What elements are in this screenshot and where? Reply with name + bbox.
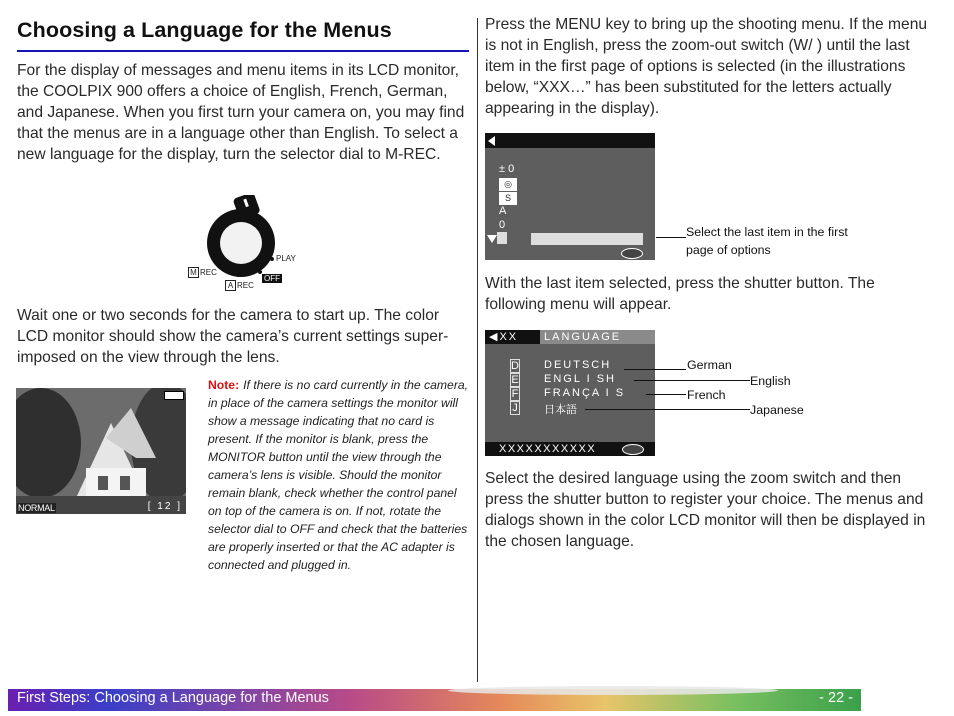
note-label: Note: bbox=[208, 378, 240, 392]
footer-highlight bbox=[448, 686, 778, 695]
language-menu-title: LANGUAGE bbox=[544, 331, 622, 343]
mrec-letter: M bbox=[188, 267, 199, 278]
card-indicator-icon bbox=[164, 391, 184, 400]
note-text: If there is no card currently in the camera, in place of the camera settings the monitor will show a message indicating that no card is present. If the monitor is blank, press the MONITOR button until the view through the camera’s lens is visible. Should the monitor remain blank, check whether the control panel on top of the camera is on. If not, rotate the selector dial to OFF and check that the batteries are properly inserted or that the AC adapter is connected and plugged in. bbox=[208, 378, 469, 572]
dial-label-arec bbox=[225, 280, 254, 291]
last-item-callout: Select the last item in the first page of options bbox=[686, 225, 848, 257]
language-option-japanese: 日本語 bbox=[544, 404, 577, 416]
shutter-button-icon-2 bbox=[622, 444, 644, 455]
image-quality-label: NORMAL bbox=[18, 503, 55, 513]
callout-line-german bbox=[624, 369, 686, 370]
lcd-monitor-photo bbox=[16, 388, 186, 514]
callout-line-1 bbox=[656, 237, 686, 238]
left-arrow-icon bbox=[488, 136, 495, 146]
label-japanese: Japanese bbox=[750, 403, 804, 417]
title-underline bbox=[17, 50, 469, 52]
metering-icon: ◎ bbox=[499, 178, 517, 191]
column-divider bbox=[477, 18, 478, 682]
language-menu-footer: XXXXXXXXXXX bbox=[485, 442, 655, 456]
language-option-french: FRANÇA I S bbox=[544, 387, 626, 399]
language-letter-j: J bbox=[510, 401, 520, 415]
page-title: Choosing a Language for the Menus bbox=[17, 18, 392, 42]
dial-label-play: PLAY bbox=[276, 254, 296, 263]
selection-bar bbox=[531, 233, 643, 245]
white-balance-icon: S bbox=[499, 192, 517, 205]
header-xx: XX bbox=[499, 331, 519, 343]
arec-letter: A bbox=[225, 280, 236, 291]
select-language-paragraph: Select the desired language using the zoom switch and then press the shutter button to register your choice. The menus and dialogs shown in the color LCD monitor will then be displayed in the chosen language. bbox=[485, 470, 926, 550]
note-block bbox=[208, 376, 470, 574]
af-item: A bbox=[499, 205, 507, 217]
back-arrow-icon: ◀ bbox=[489, 331, 500, 343]
intro-paragraph: For the display of messages and menu items in its LCD monitor, the COOLPIX 900 offers a choice of English, French, German, and Japanese. When you first turn your camera on, you may find that the menus are in a language other than English. To select a new language for the display, turn the selector dial to M-REC. bbox=[17, 62, 465, 163]
callout-line-english bbox=[634, 380, 750, 381]
language-option-english: ENGL I SH bbox=[544, 373, 616, 385]
label-german: German bbox=[687, 358, 732, 372]
shutter-button-icon bbox=[621, 248, 643, 259]
dial-label-off: OFF bbox=[264, 274, 280, 283]
language-menu-screen bbox=[485, 330, 655, 456]
selector-dial-illustration bbox=[186, 195, 316, 295]
wait-paragraph: Wait one or two seconds for the camera to start up. The color LCD monitor should show the camera’s current settings super-imposed on the view through the lens. bbox=[17, 307, 449, 366]
dial-label-mrec bbox=[188, 267, 217, 278]
menu-back-tab bbox=[485, 330, 540, 344]
dial-dot-mrec bbox=[224, 265, 228, 269]
dial-dot-play bbox=[270, 257, 274, 261]
press-menu-paragraph: Press the MENU key to bring up the shooting menu. If the menu is not in English, press the zoom-out switch (W/ ) until the last item in the first page of options is selected (in the illustrations below, “XXX…” has been substituted for the letters actually appearing in the display). bbox=[485, 16, 928, 117]
page-number: - 22 - bbox=[819, 690, 853, 706]
label-english: English bbox=[750, 374, 791, 388]
exposure-comp-item: ± 0 bbox=[499, 163, 515, 175]
callout-line-french bbox=[646, 394, 686, 395]
with-last-item-paragraph: With the last item selected, press the shutter button. The following menu will appear. bbox=[485, 275, 875, 313]
shooting-menu-screen bbox=[485, 133, 655, 260]
footer-section-title: First Steps: Choosing a Language for the Menus bbox=[17, 690, 329, 706]
selected-item-highlight bbox=[497, 232, 507, 244]
language-letter-f: F bbox=[511, 388, 519, 400]
language-letter-d: D bbox=[511, 360, 519, 372]
menu-top-bar bbox=[485, 133, 655, 148]
house-scene bbox=[16, 388, 186, 514]
language-option-german: DEUTSCH bbox=[544, 359, 612, 371]
down-arrow-icon bbox=[487, 235, 497, 243]
page-footer-bar bbox=[8, 689, 861, 711]
dial-dot-arec bbox=[236, 273, 240, 277]
dial-center bbox=[220, 222, 262, 264]
label-french: French bbox=[687, 388, 726, 402]
zero-item: 0 bbox=[499, 219, 506, 231]
mrec-text: REC bbox=[200, 268, 217, 277]
exposure-count: [ 12 ] bbox=[147, 501, 182, 512]
arec-text: REC bbox=[237, 281, 254, 290]
callout-line-japanese bbox=[585, 409, 750, 410]
language-letter-e: E bbox=[511, 374, 519, 386]
